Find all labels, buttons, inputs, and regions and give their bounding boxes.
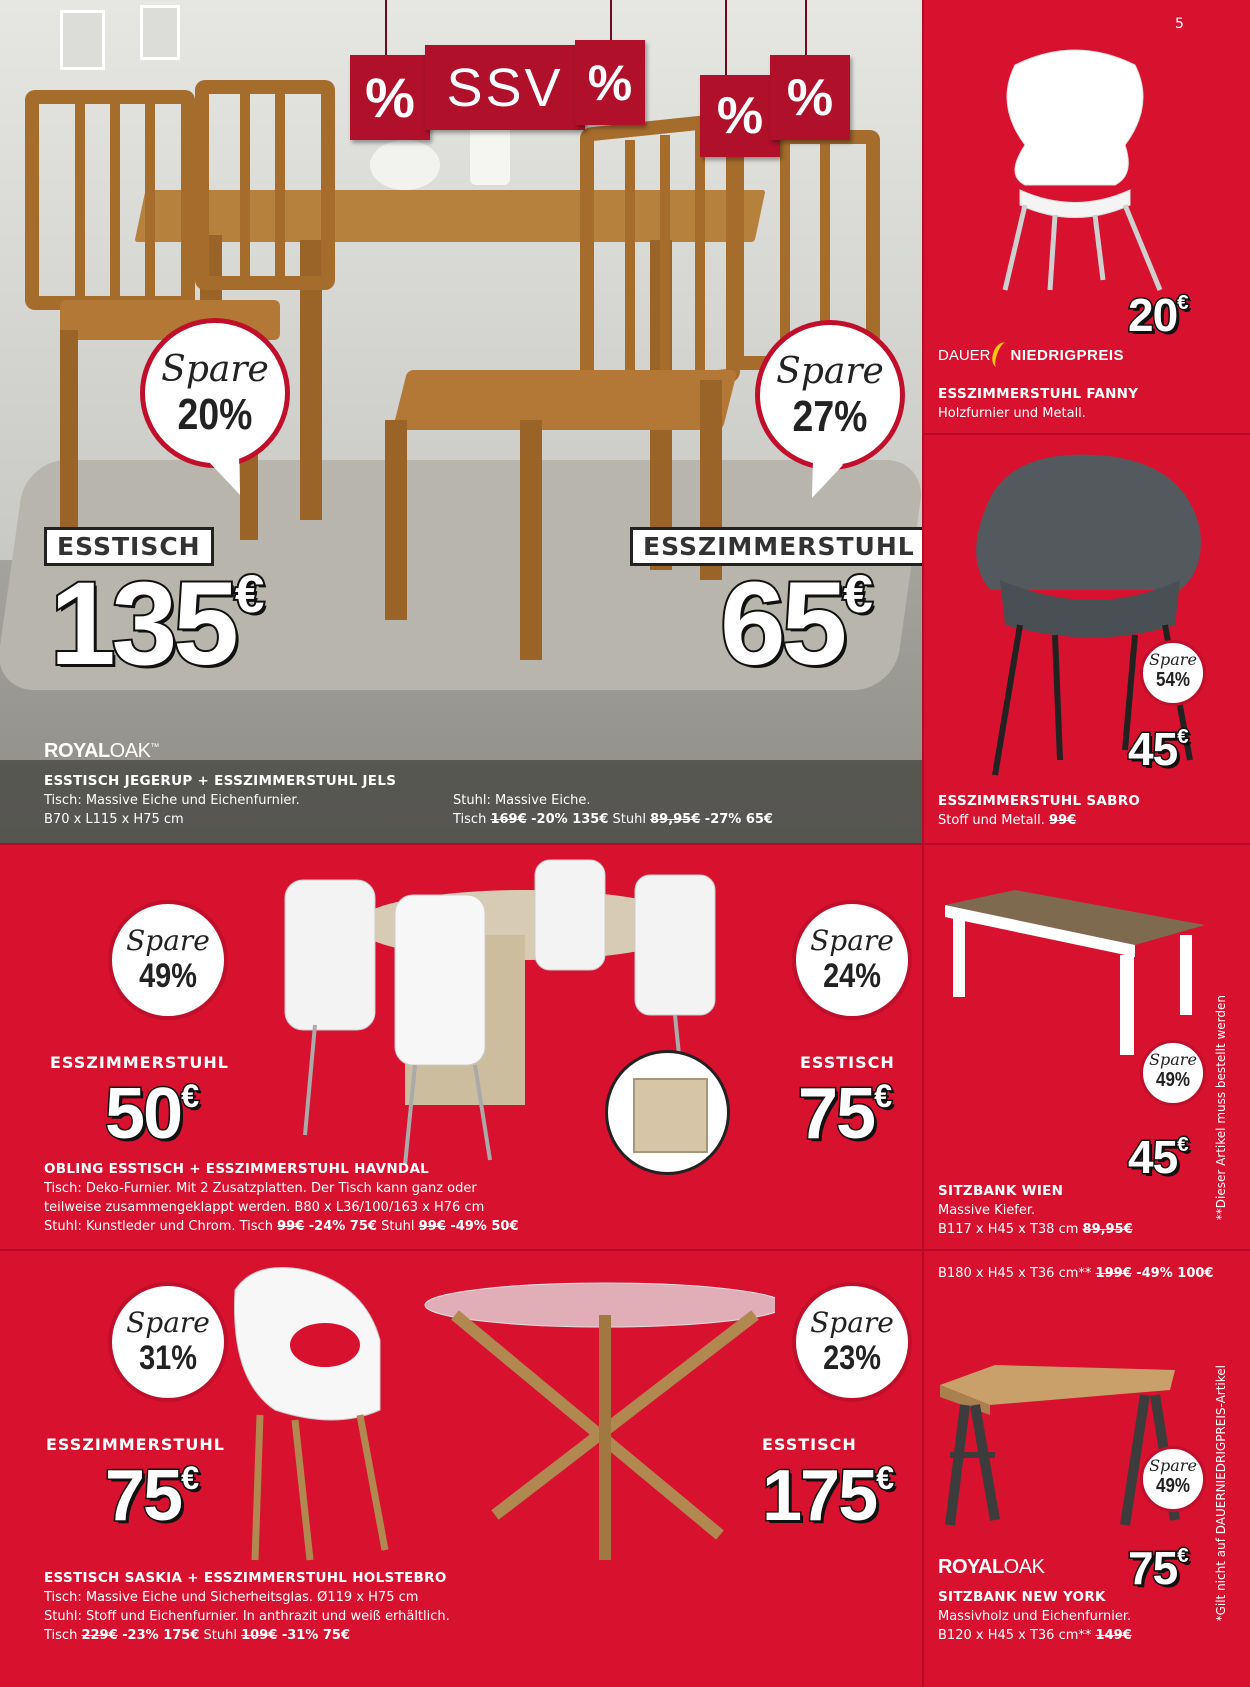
percent-symbol: % — [365, 66, 415, 129]
price-line — [453, 810, 773, 829]
desc-line: Stuhl: Stoff und Eichenfurnier. In anthrazit und weiß erhältlich. — [44, 1609, 450, 1624]
badge-text: NIEDRIGPREIS — [1010, 346, 1125, 364]
ssv-text: SSV — [446, 57, 564, 118]
spare-bubble — [755, 320, 905, 470]
tag-string — [725, 0, 727, 75]
wall-picture — [60, 10, 105, 70]
txt: Tisch — [453, 812, 491, 827]
product-title: ESSZIMMERSTUHL SABRO — [938, 793, 1141, 809]
new-price: -23% 175€ — [117, 1628, 200, 1643]
percent-tag — [770, 55, 850, 140]
txt: Stuhl — [376, 1219, 419, 1234]
badge-text: DAUER — [938, 346, 991, 364]
txt: B120 x H45 x T36 cm** — [938, 1628, 1096, 1643]
spare-percent: 31% — [139, 1339, 197, 1377]
percent-tag — [700, 75, 780, 157]
new-price: -31% 75€ — [277, 1628, 350, 1643]
price-value: 50 — [105, 1074, 182, 1154]
spare-percent: 54% — [1155, 669, 1191, 691]
side-note: **Dieser Artikel muss bestellt werden — [1214, 995, 1228, 1221]
price-line — [44, 1217, 519, 1236]
price-value: 65 — [720, 558, 844, 690]
wall-picture — [140, 5, 180, 60]
spare-word: Spare — [810, 1306, 894, 1339]
wien-description — [938, 1182, 1133, 1239]
hero-description-2 — [453, 791, 773, 829]
sabro-description — [938, 792, 1140, 830]
hero-description — [44, 772, 396, 829]
chair-slat — [780, 140, 790, 360]
desc-line: Tisch: Deko-Furnier. Mit 2 Zusatzplatten. Der Tisch kann ganz oder — [44, 1181, 477, 1196]
product-title: OBLING ESSTISCH + ESSZIMMERSTUHL HAVNDAL — [44, 1161, 430, 1177]
spare-bubble — [1140, 1040, 1206, 1106]
price-value: 175 — [762, 1456, 877, 1536]
currency: € — [1177, 1544, 1189, 1568]
new-price: -20% 135€ — [526, 812, 609, 827]
product-title: ESSTISCH SASKIA + ESSZIMMERSTUHL HOLSTEBRO — [44, 1570, 447, 1586]
product-label: ESSZIMMERSTUHL — [630, 527, 922, 566]
desc-line: Massive Kiefer. — [938, 1203, 1036, 1218]
desc-line: B70 x L115 x H75 cm — [44, 812, 184, 827]
row-divider — [0, 1249, 1250, 1251]
logo-part: ROYAL — [44, 740, 110, 762]
dauerniedrigpreis-badge — [938, 342, 1124, 368]
chair-slat — [275, 90, 285, 280]
old-price: 109€ — [241, 1628, 278, 1643]
price-value: 75 — [105, 1456, 182, 1536]
price-value: 75 — [1128, 1542, 1178, 1594]
fanny-chair-image — [985, 45, 1165, 305]
tag-string — [805, 0, 807, 55]
price-table — [50, 558, 265, 690]
desc-line: Holzfurnier und Metall. — [938, 406, 1086, 421]
desc-line: Tisch: Massive Eiche und Eichenfurnier. — [44, 793, 300, 808]
percent-symbol: % — [786, 68, 834, 127]
spare-bubble — [108, 900, 228, 1020]
logo-part: OAK — [1003, 1556, 1045, 1578]
product-label: ESSTISCH — [44, 527, 214, 566]
hero-panel — [0, 0, 922, 843]
royal-oak-logo — [44, 740, 159, 763]
spare-bubble — [108, 1282, 228, 1402]
chair-slat — [625, 140, 635, 380]
price-value: 45 — [1128, 1131, 1178, 1183]
saskia-description — [44, 1569, 450, 1645]
old-price: 99€ — [1049, 813, 1077, 828]
new-price: -49% 50€ — [445, 1219, 519, 1234]
wien-bench-image — [935, 885, 1205, 1055]
saskia-chair-price — [105, 1456, 200, 1536]
txt: B180 x H45 x T36 cm** — [938, 1266, 1096, 1281]
spare-bubble — [140, 318, 290, 468]
currency: € — [843, 564, 873, 624]
txt: Tisch — [44, 1628, 82, 1643]
row-divider — [922, 433, 1250, 435]
chair-slat — [145, 100, 155, 300]
trademark: ™ — [150, 741, 159, 752]
chair-slat — [695, 130, 705, 370]
tag-string — [385, 0, 387, 55]
spare-word: Spare — [126, 924, 210, 957]
spare-word: Spare — [810, 924, 894, 957]
spare-percent: 24% — [823, 957, 881, 995]
currency: € — [876, 1459, 895, 1496]
new-price: -49% 100€ — [1131, 1266, 1214, 1281]
price-chair — [720, 558, 873, 690]
tag-string — [610, 0, 612, 42]
desc-line: Stoff und Metall. — [938, 813, 1050, 828]
chair-slat — [240, 90, 250, 280]
category-label: ESSTISCH — [800, 1053, 895, 1072]
spare-bubble — [792, 900, 912, 1020]
currency: € — [181, 1077, 200, 1114]
price-value: 135 — [50, 558, 235, 690]
spare-word: Spare — [776, 351, 884, 392]
desc-line: Tisch: Massive Eiche und Sicherheitsglas. Ø119 x H75 cm — [44, 1590, 419, 1605]
newyork-price — [1128, 1542, 1189, 1594]
ssv-sign — [425, 45, 585, 130]
wien-variant — [938, 1264, 1213, 1283]
spare-percent: 23% — [823, 1339, 881, 1377]
saskia-set-image — [215, 1260, 775, 1580]
spare-percent: 49% — [1155, 1475, 1191, 1497]
txt: Stuhl: Kunstleder und Chrom. Tisch — [44, 1219, 278, 1234]
currency: € — [1177, 1133, 1189, 1157]
category-label: ESSZIMMERSTUHL — [46, 1435, 225, 1454]
obling-description — [44, 1160, 519, 1236]
wien-price — [1128, 1131, 1189, 1183]
currency: € — [234, 564, 265, 624]
obling-chair-price — [105, 1074, 200, 1154]
product-title: ESSZIMMERSTUHL FANNY — [938, 386, 1139, 402]
old-price: 229€ — [81, 1628, 118, 1643]
spare-word: Spare — [161, 349, 269, 390]
badge-arc — [989, 340, 1013, 370]
spare-word: Spare — [1149, 1456, 1197, 1475]
price-line — [44, 1626, 450, 1645]
fanny-description — [938, 385, 1138, 423]
product-title: SITZBANK WIEN — [938, 1183, 1064, 1199]
txt: Stuhl — [608, 812, 651, 827]
chair-slat — [110, 100, 120, 300]
chair-leg — [385, 420, 407, 620]
currency: € — [874, 1077, 893, 1114]
folded-table-inset — [605, 1050, 730, 1175]
product-title: SITZBANK NEW YORK — [938, 1589, 1106, 1605]
spare-bubble — [1140, 1446, 1206, 1512]
row-divider — [0, 843, 1250, 845]
product-title: ESSTISCH JEGERUP + ESSZIMMERSTUHL JELS — [44, 773, 397, 789]
spare-word: Spare — [1149, 650, 1197, 669]
chair-leg — [60, 330, 78, 530]
chair-image — [195, 80, 335, 290]
desc-line: teilweise zusammengeklappt werden. B80 x L36/100/163 x H76 cm — [44, 1200, 485, 1215]
obling-table-price — [798, 1074, 893, 1154]
spare-percent: 27% — [792, 392, 868, 441]
desc-line: Massivholz und Eichenfurnier. — [938, 1609, 1132, 1624]
category-label: ESSZIMMERSTUHL — [50, 1053, 229, 1072]
side-note: *Gilt nicht auf DAUERNIEDRIGPREIS-Artikel — [1214, 1365, 1228, 1622]
new-price: -24% 75€ — [304, 1219, 377, 1234]
percent-symbol: % — [716, 87, 764, 145]
sabro-price — [1128, 723, 1189, 775]
spare-percent: 49% — [1155, 1069, 1191, 1091]
chair-slat — [75, 100, 85, 300]
currency: € — [181, 1459, 200, 1496]
spare-percent: 20% — [177, 390, 253, 439]
old-price: 199€ — [1095, 1266, 1132, 1281]
royal-oak-logo — [938, 1556, 1044, 1579]
percent-tag — [575, 40, 645, 125]
old-price: 99€ — [418, 1219, 446, 1234]
txt: Stuhl — [199, 1628, 242, 1643]
chair-seat — [393, 370, 738, 430]
spare-bubble — [1140, 640, 1206, 706]
teapot-image — [370, 140, 440, 190]
new-price: -27% 65€ — [700, 812, 773, 827]
category-label: ESSTISCH — [762, 1435, 857, 1454]
currency: € — [1177, 725, 1189, 749]
page-number: 5 — [1175, 16, 1184, 32]
saskia-table-price — [762, 1456, 895, 1536]
desc-line: Stuhl: Massive Eiche. — [453, 793, 591, 808]
percent-tag — [350, 55, 430, 140]
spare-percent: 49% — [139, 957, 197, 995]
chair-slat — [660, 135, 670, 375]
old-price: 89,95€ — [1082, 1222, 1133, 1237]
price-value: 20 — [1128, 289, 1178, 341]
price-value: 45 — [1128, 723, 1178, 775]
fanny-price — [1128, 289, 1189, 341]
folded-table — [633, 1078, 708, 1153]
txt: B117 x H45 x T38 cm — [938, 1222, 1083, 1237]
percent-symbol: % — [587, 54, 633, 111]
spare-bubble — [792, 1282, 912, 1402]
spare-word: Spare — [126, 1306, 210, 1339]
price-value: 75 — [798, 1074, 875, 1154]
spare-word: Spare — [1149, 1050, 1197, 1069]
logo-part: ROYAL — [938, 1556, 1004, 1578]
logo-part: OAK — [109, 740, 151, 762]
currency: € — [1177, 291, 1189, 315]
old-price: 99€ — [277, 1219, 305, 1234]
chair-leg — [520, 420, 542, 660]
old-price: 89,95€ — [650, 812, 701, 827]
old-price: 169€ — [490, 812, 527, 827]
newyork-description — [938, 1588, 1132, 1645]
old-price: 149€ — [1095, 1628, 1132, 1643]
